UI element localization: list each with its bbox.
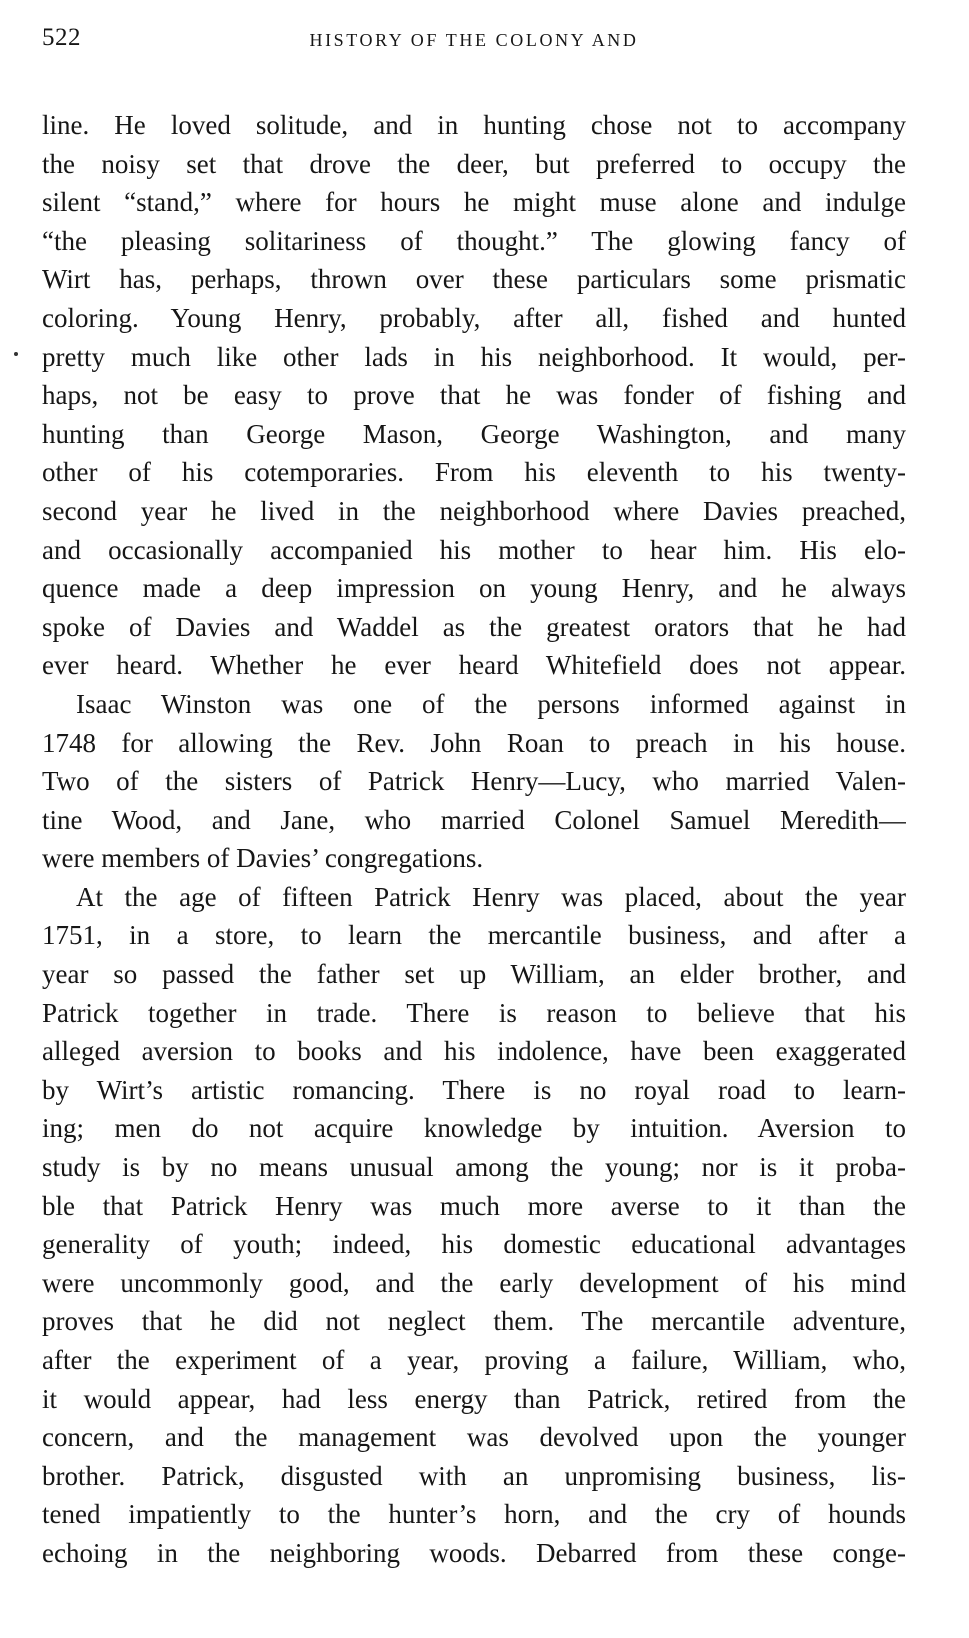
text-line: Isaac Winston was one of the persons informed against in — [76, 688, 906, 719]
paragraph-2 — [42, 685, 906, 878]
text-line: tine Wood, and Jane, who married Colonel Samuel Meredith— — [42, 804, 906, 835]
text-line: 1748 for allowing the Rev. John Roan to preach in his house. — [42, 727, 906, 758]
text-line: ble that Patrick Henry was much more averse to it than the — [42, 1190, 906, 1221]
running-title: HISTORY OF THE COLONY AND — [309, 30, 639, 50]
text-line: it would appear, had less energy than Patrick, retired from the — [42, 1383, 906, 1414]
text-line: tened impatiently to the hunter’s horn, and the cry of hounds — [42, 1499, 906, 1530]
paragraph-1 — [42, 106, 906, 685]
text-line: quence made a deep impression on young Henry, and he always — [42, 573, 906, 604]
text-line: study is by no means unusual among the young; nor is it proba- — [42, 1152, 906, 1183]
text-line: alleged aversion to books and his indolence, have been exaggerated — [42, 1036, 906, 1067]
text-line: proves that he did not neglect them. The mercantile adventure, — [42, 1306, 906, 1337]
text-line: were members of Davies’ congregations. — [42, 843, 484, 874]
text-line: generality of youth; indeed, his domestic educational advantages — [42, 1229, 906, 1260]
text-line: hunting than George Mason, George Washington, and many — [42, 418, 906, 449]
text-line: echoing in the neighboring woods. Debarred from these conge- — [42, 1537, 906, 1568]
text-line: after the experiment of a year, proving a failure, William, who, — [42, 1345, 906, 1375]
text-line: and occasionally accompanied his mother to hear him. His elo- — [42, 534, 906, 565]
text-line: year so passed the father set up William, an elder brother, and — [42, 959, 906, 990]
text-line: spoke of Davies and Waddel as the greatest orators that he had — [42, 611, 906, 642]
text-line: second year he lived in the neighborhood where Davies preached, — [42, 495, 906, 526]
text-line: Wirt has, perhaps, thrown over these particulars some prismatic — [42, 264, 906, 295]
text-line: Patrick together in trade. There is reason to believe that his — [42, 997, 906, 1028]
text-line: coloring. Young Henry, probably, after all, fished and hunted — [42, 302, 906, 333]
text-line: line. He loved solitude, and in hunting chose not to accompany — [42, 110, 906, 140]
text-line: the noisy set that drove the deer, but preferred to occupy the — [42, 148, 906, 179]
text-line: At the age of fifteen Patrick Henry was placed, about the year — [76, 881, 906, 912]
text-line: silent “stand,” where for hours he might muse alone and indulge — [42, 187, 906, 218]
body-text — [42, 106, 906, 1573]
running-head — [42, 24, 906, 64]
text-line: ever heard. Whether he ever heard Whitefield does not appear. — [42, 650, 906, 681]
text-line: other of his cotemporaries. From his eleventh to his twenty- — [42, 457, 906, 488]
page-number: 522 — [42, 24, 81, 51]
text-line: ing; men do not acquire knowledge by intuition. Aversion to — [42, 1113, 906, 1144]
text-line: haps, not be easy to prove that he was fonder of fishing and — [42, 380, 906, 411]
paragraph-3 — [42, 878, 906, 1573]
text-line: brother. Patrick, disgusted with an unpromising business, lis- — [42, 1460, 906, 1491]
text-line: pretty much like other lads in his neighborhood. It would, per- — [42, 341, 906, 372]
book-page — [42, 24, 906, 1573]
text-line: “the pleasing solitariness of thought.” The glowing fancy of — [42, 225, 906, 256]
text-line: concern, and the management was devolved upon the younger — [42, 1422, 906, 1453]
text-line: were uncommonly good, and the early development of his mind — [42, 1267, 906, 1298]
text-line: Two of the sisters of Patrick Henry—Lucy, who married Valen- — [42, 766, 906, 797]
text-line: by Wirt’s artistic romancing. There is no royal road to learn- — [42, 1074, 906, 1105]
text-line: 1751, in a store, to learn the mercantile business, and after a — [42, 920, 906, 951]
margin-speck — [14, 352, 18, 356]
